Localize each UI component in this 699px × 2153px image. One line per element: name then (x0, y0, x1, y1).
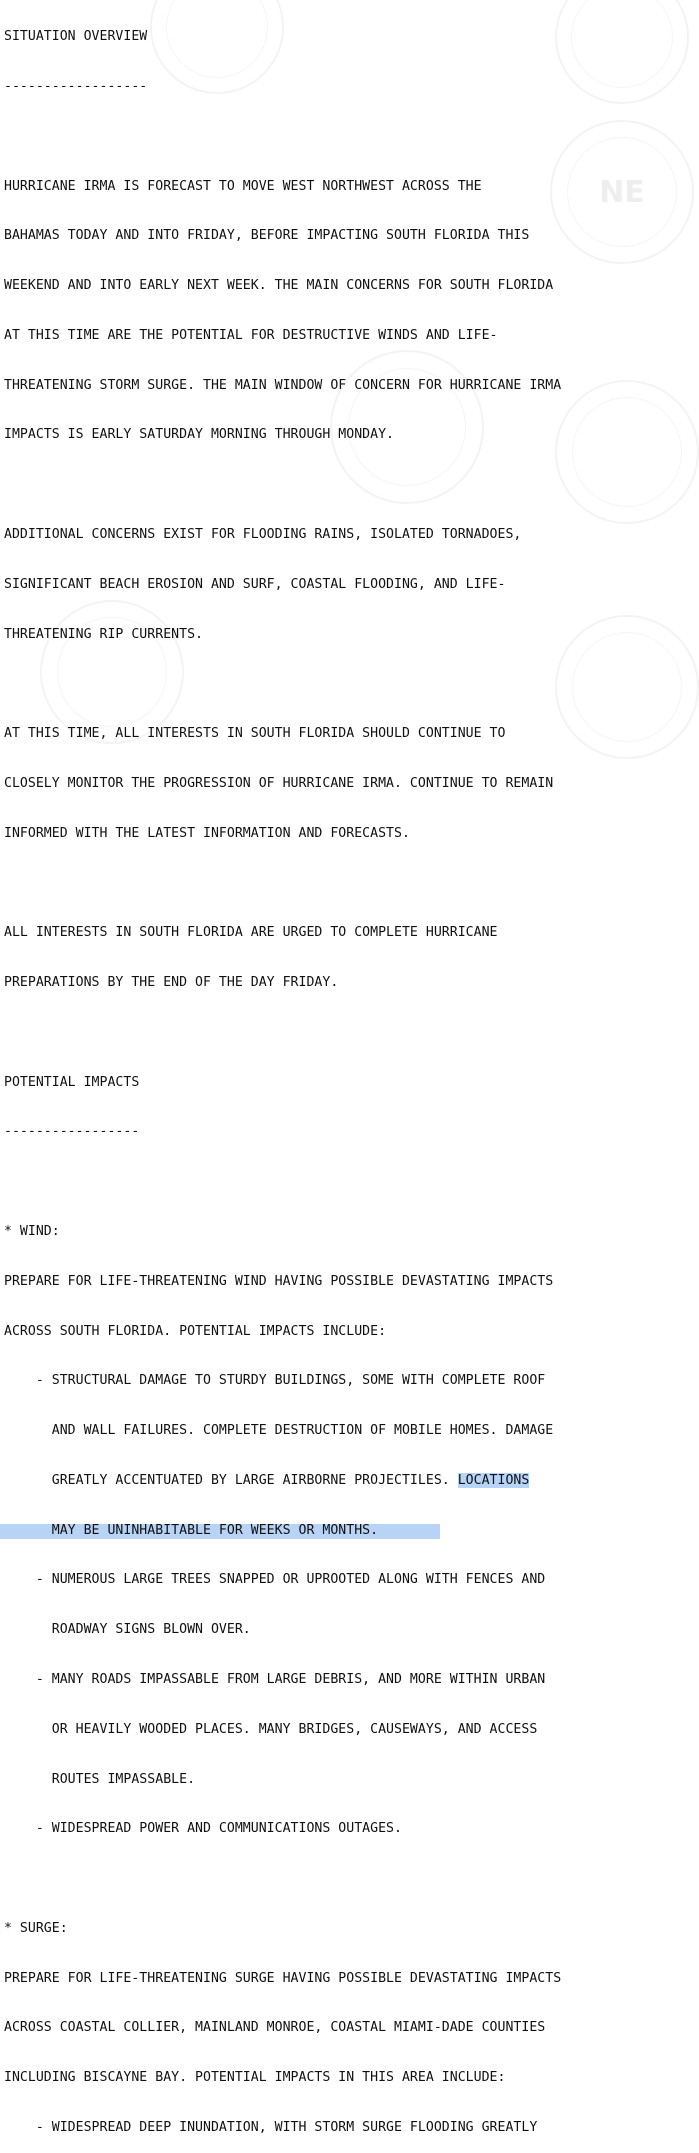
blank-line (4, 129, 645, 146)
bullet-line: - WIDESPREAD POWER AND COMMUNICATIONS OUTAGES. (4, 1821, 402, 1837)
selected-text[interactable]: LOCATIONS (457, 1472, 530, 1488)
bullet-line: - NUMEROUS LARGE TREES SNAPPED OR UPROOTED ALONG WITH FENCES AND (4, 1572, 546, 1588)
paragraph-line: PREPARE FOR LIFE-THREATENING WIND HAVING POSSIBLE DEVASTATING IMPACTS (4, 1273, 554, 1289)
paragraph-line: ADDITIONAL CONCERNS EXIST FOR FLOODING RAINS, ISOLATED TORNADOES, (4, 527, 522, 542)
paragraph-line: INFORMED WITH THE LATEST INFORMATION AND FORECASTS. (4, 825, 410, 841)
paragraph-line: HURRICANE IRMA IS FORECAST TO MOVE WEST NORTHWEST ACROSS THE (4, 178, 482, 194)
paragraph-line: AT THIS TIME ARE THE POTENTIAL FOR DESTRUCTIVE WINDS AND LIFE- (4, 327, 498, 343)
subsection-heading: * SURGE: (4, 1920, 68, 1936)
bullet-text: GREATLY ACCENTUATED BY LARGE AIRBORNE PROJECTILES. (4, 1472, 458, 1488)
paragraph-line: AT THIS TIME, ALL INTERESTS IN SOUTH FLORIDA SHOULD CONTINUE TO (4, 726, 506, 742)
paragraph-line: PREPARATIONS BY THE END OF THE DAY FRIDAY. (4, 975, 339, 991)
section-heading: SITUATION OVERVIEW (4, 29, 148, 45)
bullet-line: OR HEAVILY WOODED PLACES. MANY BRIDGES, CAUSEWAYS, AND ACCESS (4, 1721, 538, 1737)
selected-text[interactable]: MAY BE UNINHABITABLE FOR WEEKS OR MONTHS. (4, 1522, 379, 1538)
paragraph-line: THREATENING STORM SURGE. THE MAIN WINDOW OF CONCERN FOR HURRICANE IRMA (4, 377, 562, 393)
paragraph-line: INCLUDING BISCAYNE BAY. POTENTIAL IMPACTS IN THIS AREA INCLUDE: (4, 2070, 506, 2086)
bullet-line: - WIDESPREAD DEEP INUNDATION, WITH STORM SURGE FLOODING GREATLY (4, 2120, 538, 2135)
paragraph-line: ACROSS COASTAL COLLIER, MAINLAND MONROE, COASTAL MIAMI-DADE COUNTIES (4, 2020, 546, 2036)
blank-line (4, 875, 645, 892)
bullet-line-with-selection (4, 1473, 645, 1490)
heading-underline: ----------------- (4, 1124, 140, 1140)
paragraph-line: IMPACTS IS EARLY SATURDAY MORNING THROUGH MONDAY. (4, 427, 395, 443)
heading-underline: ------------------ (4, 78, 148, 94)
bullet-line: ROADWAY SIGNS BLOWN OVER. (4, 1622, 251, 1638)
selected-line[interactable] (4, 1523, 645, 1540)
paragraph-line: ALL INTERESTS IN SOUTH FLORIDA ARE URGED TO COMPLETE HURRICANE (4, 925, 498, 941)
blank-line (4, 1871, 645, 1888)
paragraph-line: SIGNIFICANT BEACH EROSION AND SURF, COASTAL FLOODING, AND LIFE- (4, 576, 506, 592)
paragraph-line: BAHAMAS TODAY AND INTO FRIDAY, BEFORE IMPACTING SOUTH FLORIDA THIS (4, 228, 530, 244)
bullet-line: AND WALL FAILURES. COMPLETE DESTRUCTION OF MOBILE HOMES. DAMAGE (4, 1423, 554, 1439)
blank-line (4, 1174, 645, 1191)
blank-line (4, 477, 645, 494)
paragraph-line: CLOSELY MONITOR THE PROGRESSION OF HURRICANE IRMA. CONTINUE TO REMAIN (4, 775, 554, 791)
blank-line (4, 676, 645, 693)
paragraph-line: WEEKEND AND INTO EARLY NEXT WEEK. THE MAIN CONCERNS FOR SOUTH FLORIDA (4, 278, 554, 294)
blank-line (4, 1025, 645, 1042)
paragraph-line: ACROSS SOUTH FLORIDA. POTENTIAL IMPACTS INCLUDE: (4, 1323, 387, 1339)
bullet-line: - MANY ROADS IMPASSABLE FROM LARGE DEBRIS, AND MORE WITHIN URBAN (4, 1671, 546, 1687)
watermark-text: NE (599, 174, 645, 210)
forecast-document (4, 0, 645, 2153)
paragraph-line: PREPARE FOR LIFE-THREATENING SURGE HAVING POSSIBLE DEVASTATING IMPACTS (4, 1970, 562, 1986)
bullet-line: - STRUCTURAL DAMAGE TO STURDY BUILDINGS, SOME WITH COMPLETE ROOF (4, 1373, 546, 1389)
subsection-heading: * WIND: (4, 1223, 60, 1239)
bullet-line: ROUTES IMPASSABLE. (4, 1771, 196, 1787)
paragraph-line: THREATENING RIP CURRENTS. (4, 626, 203, 642)
section-heading: POTENTIAL IMPACTS (4, 1074, 140, 1090)
